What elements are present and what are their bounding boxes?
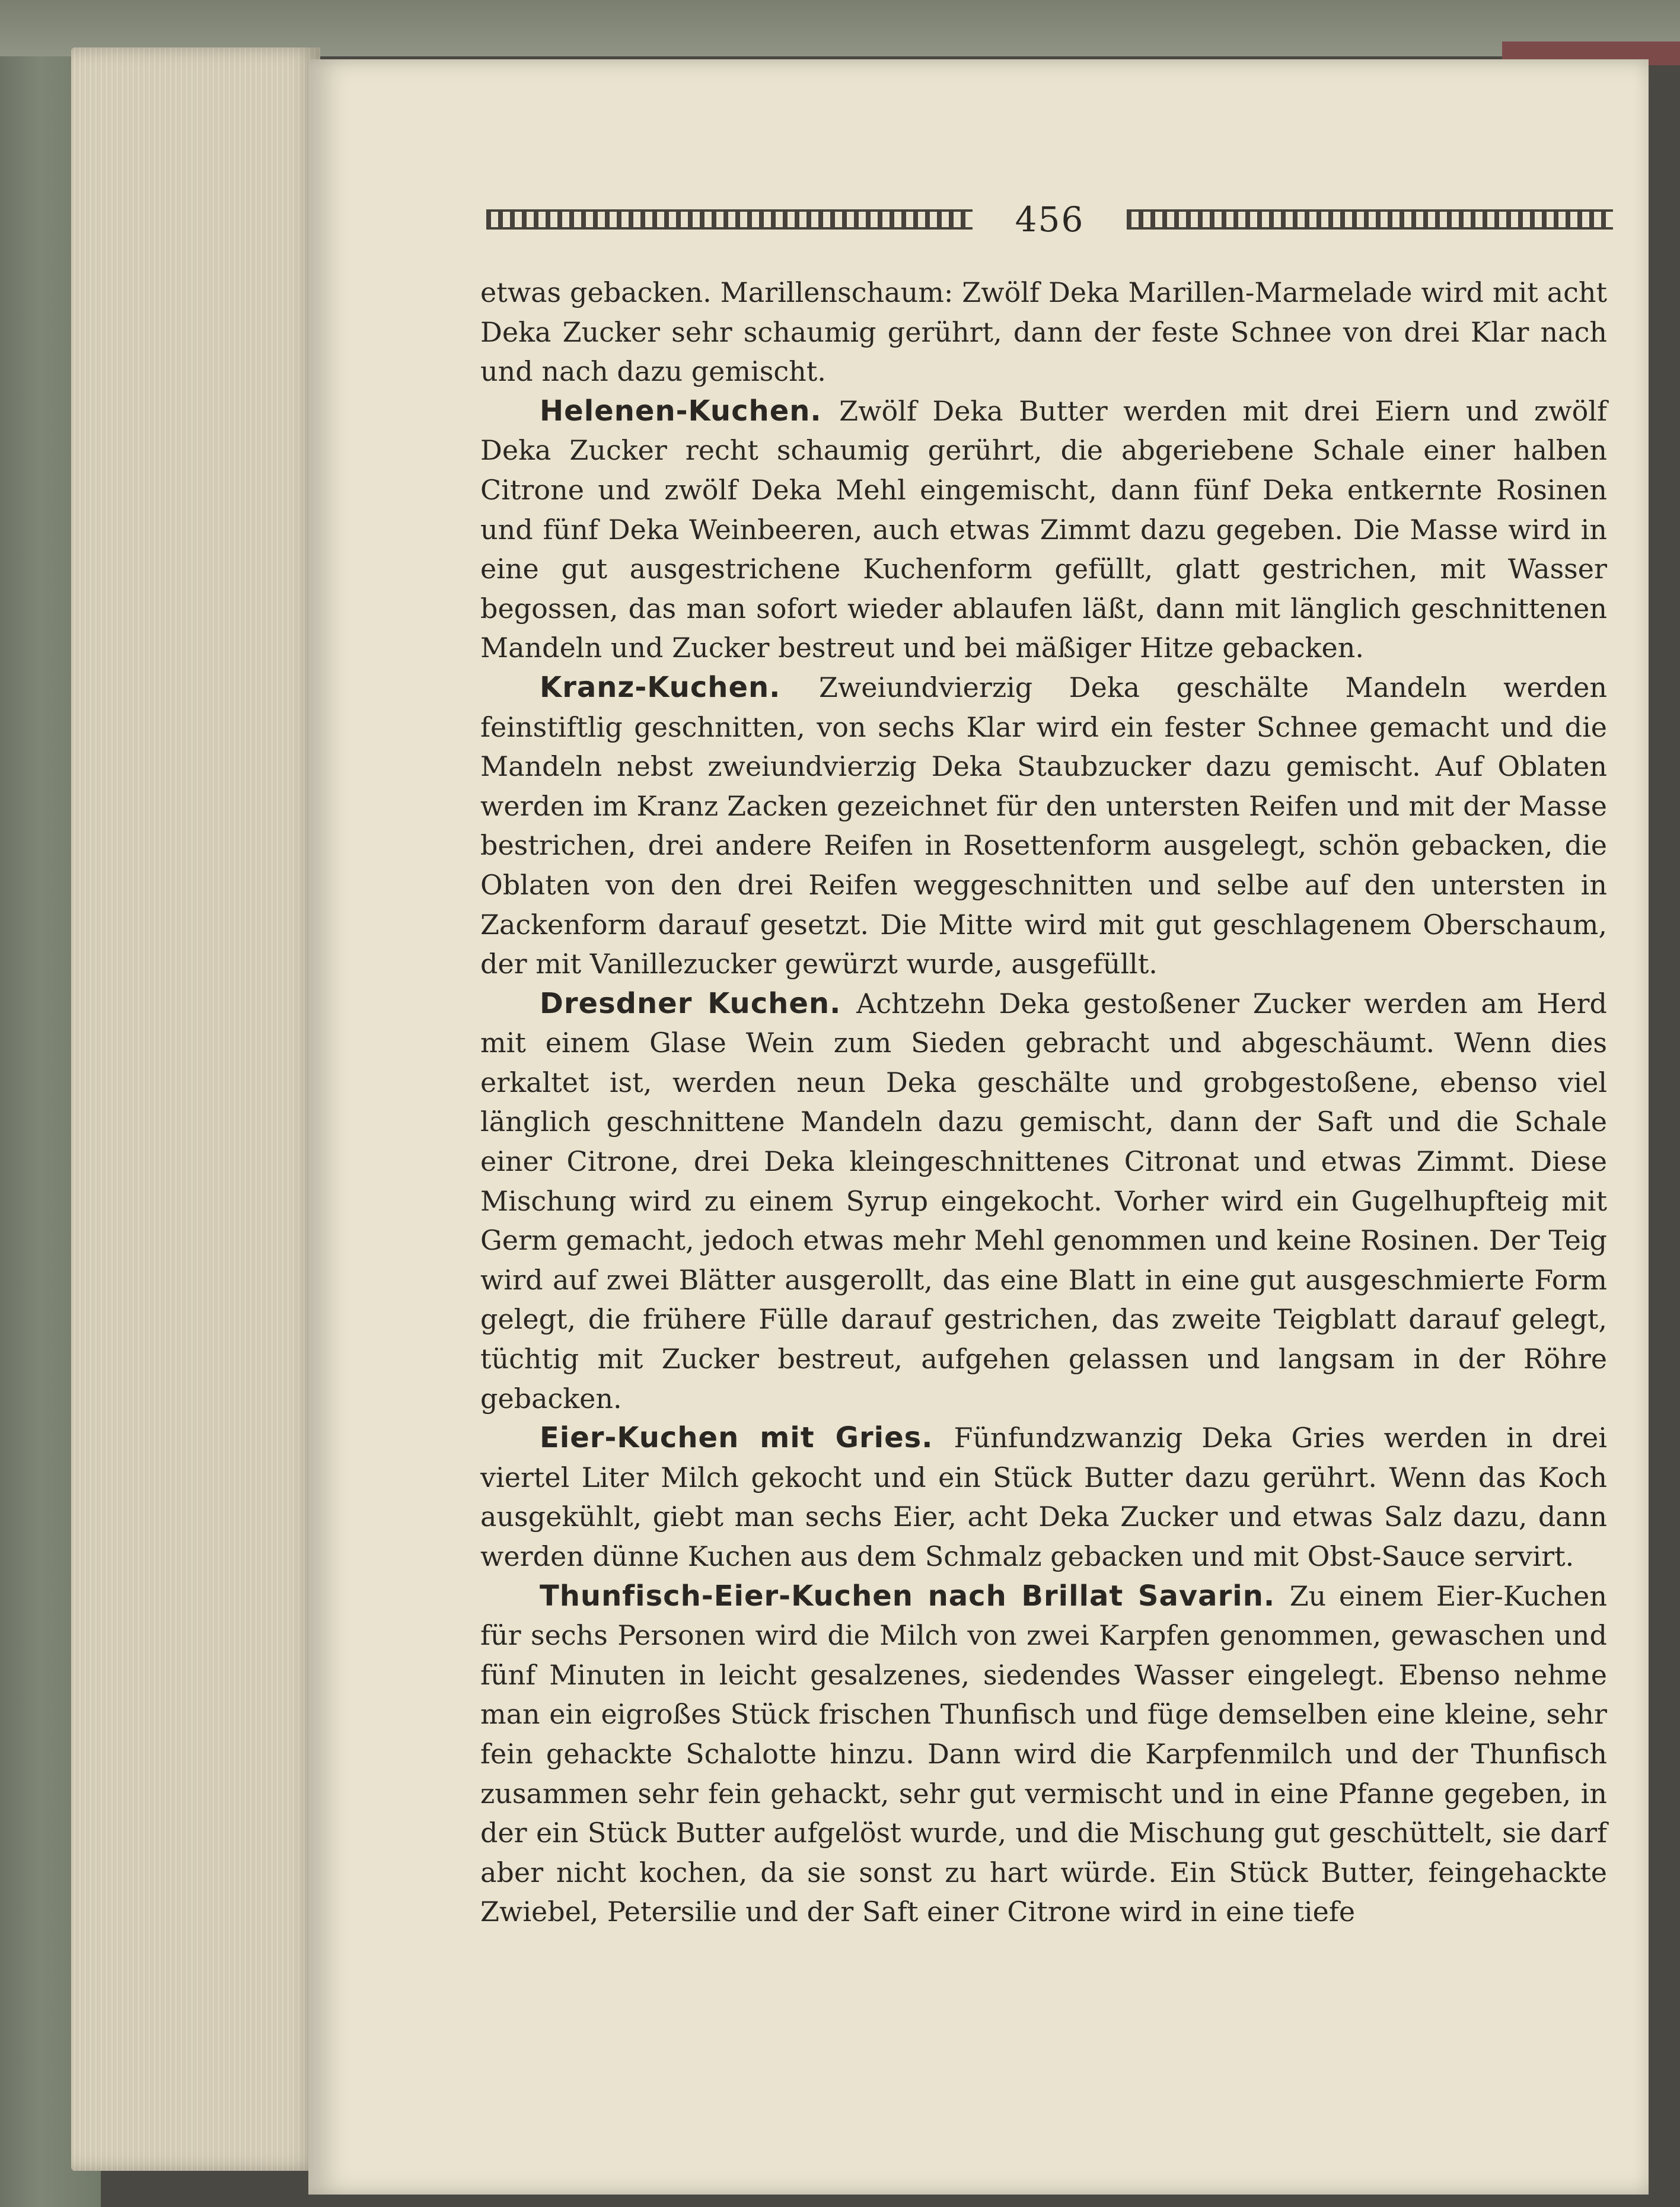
paragraph-body: etwas gebacken. Marillenschaum: Zwölf Deka Marillen-Marmelade wird mit acht Deka Zucker sehr schaumig gerührt, dann der feste Schnee von drei Klar nach und nach dazu gemischt. (480, 276, 1607, 388)
recipe-heading: Eier-Kuchen mit Gries. (540, 1421, 954, 1455)
paragraph-body: Zwölf Deka Butter werden mit drei Eiern und zwölf Deka Zucker recht schaumig gerührt, die abgeriebene Schale einer halben Citrone und zwölf Deka Mehl eingemischt, dann fünf Deka entkernte Rosinen und fünf Deka Weinbeeren, auch etwas Zimmt dazu gegeben. Die Masse wird in eine gut ausgestrichene Kuchenform gefüllt, glatt gestrichen, mit Wasser begossen, das man sofort wieder ablaufen läßt, dann mit länglich geschnittenen Mandeln und Zucker bestreut und bei mäßiger Hitze gebacken. (480, 394, 1608, 664)
recipe-eier-kuchen-mit-gries (480, 1418, 1607, 1576)
page-edges (71, 47, 320, 2171)
paragraph-body: Zweiundvierzig Deka geschälte Mandeln werden feinstiftlig geschnitten, von sechs Klar wird ein fester Schnee gemacht und die Mandeln nebst zweiundvierzig Deka Staubzucker dazu gemischt. Auf Oblaten werden im Kranz Zacken gezeichnet für den untersten Reifen und mit der Masse bestrichen, drei andere Reifen in Rosettenform ausgelegt, schön gebacken, die Oblaten von den drei Reifen weggeschnitten und selbe auf den untersten in Zackenform darauf gesetzt. Die Mitte wird mit gut geschlagenem Oberschaum, der mit Vanillezucker gewürzt wurde, ausgefüllt. (480, 671, 1608, 980)
page-header (486, 196, 1613, 243)
recipe-heading: Helenen-Kuchen. (540, 394, 840, 428)
recipe-thunfisch-eier-kuchen (480, 1577, 1607, 1932)
paragraph-body: Fünfundzwanzig Deka Gries werden in drei viertel Liter Milch gekocht und ein Stück Butter dazu gerührt. Wenn das Koch ausgekühlt, giebt man sechs Eier, acht Deka Zucker und etwas Salz dazu, dann werden dünne Kuchen aus dem Schmalz gebacken und mit Obst-Sauce servirt. (480, 1422, 1607, 1572)
header-ornament-left (486, 209, 973, 230)
recipe-helenen-kuchen (480, 391, 1607, 668)
paragraph-body: Zu einem Eier-Kuchen für sechs Personen wird die Milch von zwei Karpfen genommen, gewaschen und fünf Minuten in leicht gesalzenes, siedendes Wasser eingelegt. Ebenso nehme man ein eigroßes Stück frischen Thunfisch und füge demselben eine kleine, sehr fein gehackte Schalotte hinzu. Dann wird die Karpfenmilch und der Thunfisch zusammen sehr fein gehackt, sehr gut vermischt und in eine Pfanne gegeben, in der ein Stück Butter aufgelöst wurde, und die Mischung gut geschüttelt, sie darf aber nicht kochen, da sie sonst zu hart würde. Ein Stück Butter, feingehackte Zwiebel, Petersilie und der Saft einer Citrone wird in eine tiefe (480, 1579, 1608, 1928)
recipe-kranz-kuchen (480, 668, 1607, 984)
book-page (308, 59, 1649, 2195)
body-text (480, 273, 1607, 1932)
recipe-heading: Dresdner Kuchen. (540, 986, 857, 1020)
page-number: 456 (1015, 199, 1085, 240)
header-ornament-right (1127, 209, 1613, 230)
recipe-heading: Thunfisch-Eier-Kuchen nach Brillat Savarin. (540, 1579, 1290, 1613)
paragraph-body: Achtzehn Deka gestoßener Zucker werden am Herd mit einem Glase Wein zum Sieden gebracht und abgeschäumt. Wenn dies erkaltet ist, werden neun Deka geschälte und grobgestoßene, ebenso viel länglich geschnittene Mandeln dazu gemischt, dann der Saft und die Schale einer Citrone, drei Deka kleingeschnittenes Citronat und etwas Zimmt. Diese Mischung wird zu einem Syrup eingekocht. Vorher wird ein Gugelhupfteig mit Germ gemacht, jedoch etwas mehr Mehl genommen und keine Rosinen. Der Teig wird auf zwei Blätter ausgerollt, das eine Blatt in eine gut ausgeschmierte Form gelegt, die frühere Fülle darauf gestrichen, das zweite Teigblatt darauf gelegt, tüchtig mit Zucker bestreut, aufgehen gelassen und langsam in der Röhre gebacken. (480, 987, 1607, 1415)
recipe-dresdner-kuchen (480, 984, 1607, 1419)
paragraph-continuation (480, 273, 1607, 391)
recipe-heading: Kranz-Kuchen. (540, 670, 819, 704)
